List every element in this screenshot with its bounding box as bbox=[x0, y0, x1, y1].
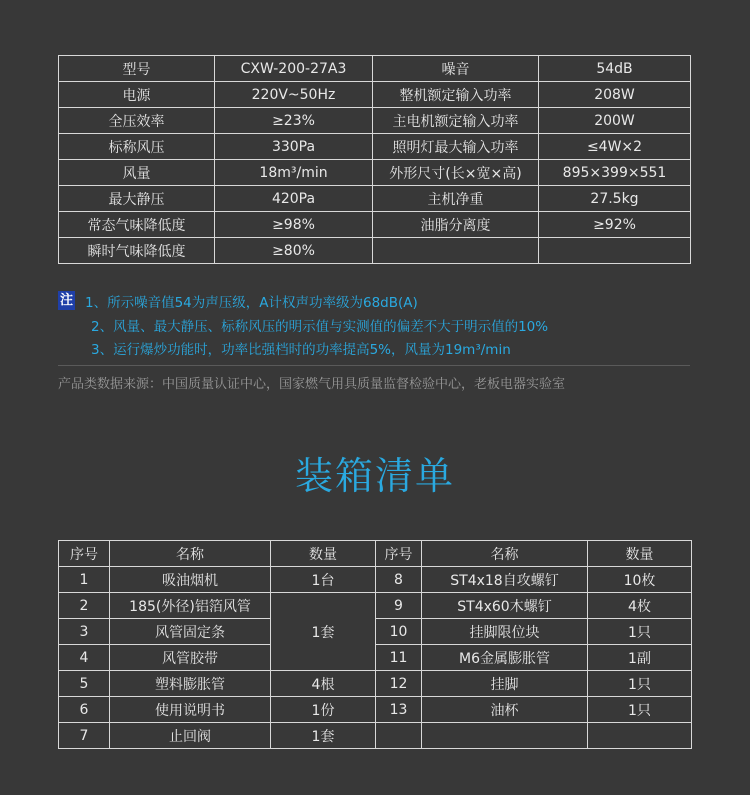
packing-list-table bbox=[58, 540, 692, 749]
note-line-3: 3、运行爆炒功能时，功率比强档时的功率提高5%，风量为19m³/min bbox=[91, 342, 511, 358]
note-tag: 注 bbox=[59, 293, 73, 308]
item-quantity: 1份 bbox=[271, 697, 376, 723]
spec-value: 54dB bbox=[539, 56, 691, 82]
divider bbox=[58, 365, 690, 366]
item-name: 挂脚 bbox=[422, 671, 588, 697]
item-quantity: 1台 bbox=[271, 567, 376, 593]
spec-label: 型号 bbox=[59, 56, 215, 82]
item-name: 185(外径)铝箔风管 bbox=[110, 593, 271, 619]
spec-label: 整机额定输入功率 bbox=[373, 82, 539, 108]
item-number: 5 bbox=[59, 671, 110, 697]
item-quantity: 4根 bbox=[271, 671, 376, 697]
spec-value: 420Pa bbox=[215, 186, 373, 212]
spec-value: 220V~50Hz bbox=[215, 82, 373, 108]
spec-label: 瞬时气味降低度 bbox=[59, 238, 215, 264]
table-row bbox=[59, 593, 692, 619]
item-number: 8 bbox=[376, 567, 422, 593]
item-quantity: 1套 bbox=[271, 593, 376, 671]
item-quantity: 1只 bbox=[588, 619, 692, 645]
item-number: 13 bbox=[376, 697, 422, 723]
column-header: 序号 bbox=[376, 541, 422, 567]
spec-value bbox=[539, 238, 691, 264]
spec-value: 208W bbox=[539, 82, 691, 108]
column-header: 名称 bbox=[110, 541, 271, 567]
table-row bbox=[59, 645, 692, 671]
item-quantity: 1只 bbox=[588, 671, 692, 697]
item-name: 吸油烟机 bbox=[110, 567, 271, 593]
spec-row bbox=[59, 238, 691, 264]
column-header: 数量 bbox=[271, 541, 376, 567]
item-number: 2 bbox=[59, 593, 110, 619]
item-number: 11 bbox=[376, 645, 422, 671]
item-number: 10 bbox=[376, 619, 422, 645]
table-row bbox=[59, 619, 692, 645]
spec-label: 最大静压 bbox=[59, 186, 215, 212]
spec-value: 18m³/min bbox=[215, 160, 373, 186]
empty-cell bbox=[376, 723, 422, 749]
spec-label: 常态气味降低度 bbox=[59, 212, 215, 238]
spec-row bbox=[59, 160, 691, 186]
spec-label bbox=[373, 238, 539, 264]
table-row bbox=[59, 697, 692, 723]
item-name: 挂脚限位块 bbox=[422, 619, 588, 645]
spec-row bbox=[59, 134, 691, 160]
table-row bbox=[59, 671, 692, 697]
item-number: 6 bbox=[59, 697, 110, 723]
spec-value: 27.5kg bbox=[539, 186, 691, 212]
spec-label: 电源 bbox=[59, 82, 215, 108]
spec-label: 噪音 bbox=[373, 56, 539, 82]
spec-label: 全压效率 bbox=[59, 108, 215, 134]
spec-table bbox=[58, 55, 691, 264]
spec-value: ≤4W×2 bbox=[539, 134, 691, 160]
packing-list-title: 装箱清单 bbox=[294, 454, 455, 498]
item-name: 塑料膨胀管 bbox=[110, 671, 271, 697]
column-header: 数量 bbox=[588, 541, 692, 567]
spec-label: 风量 bbox=[59, 160, 215, 186]
spec-value: ≥80% bbox=[215, 238, 373, 264]
item-quantity: 1套 bbox=[271, 723, 376, 749]
table-row bbox=[59, 567, 692, 593]
item-name: 使用说明书 bbox=[110, 697, 271, 723]
item-quantity: 1副 bbox=[588, 645, 692, 671]
spec-value: ≥98% bbox=[215, 212, 373, 238]
item-number: 1 bbox=[59, 567, 110, 593]
spec-row bbox=[59, 56, 691, 82]
empty-cell bbox=[422, 723, 588, 749]
item-name: 油杯 bbox=[422, 697, 588, 723]
spec-row bbox=[59, 108, 691, 134]
spec-label: 主电机额定输入功率 bbox=[373, 108, 539, 134]
item-number: 3 bbox=[59, 619, 110, 645]
item-number: 12 bbox=[376, 671, 422, 697]
item-quantity: 4枚 bbox=[588, 593, 692, 619]
spec-label: 标称风压 bbox=[59, 134, 215, 160]
item-name: 风管固定条 bbox=[110, 619, 271, 645]
item-number: 7 bbox=[59, 723, 110, 749]
column-header: 名称 bbox=[422, 541, 588, 567]
spec-value: 200W bbox=[539, 108, 691, 134]
item-number: 9 bbox=[376, 593, 422, 619]
spec-row bbox=[59, 212, 691, 238]
note-line-1: 1、所示噪音值54为声压级，A计权声功率级为68dB(A) bbox=[85, 295, 418, 311]
item-quantity: 10枚 bbox=[588, 567, 692, 593]
spec-row bbox=[59, 82, 691, 108]
spec-row bbox=[59, 186, 691, 212]
item-name: 止回阀 bbox=[110, 723, 271, 749]
item-name: ST4x60木螺钉 bbox=[422, 593, 588, 619]
spec-value: ≥92% bbox=[539, 212, 691, 238]
table-row bbox=[59, 723, 692, 749]
item-number: 4 bbox=[59, 645, 110, 671]
spec-label: 油脂分离度 bbox=[373, 212, 539, 238]
spec-value: 895×399×551 bbox=[539, 160, 691, 186]
column-header: 序号 bbox=[59, 541, 110, 567]
spec-label: 照明灯最大输入功率 bbox=[373, 134, 539, 160]
data-source-text: 产品类数据来源：中国质量认证中心，国家燃气用具质量监督检验中心，老板电器实验室 bbox=[58, 377, 566, 392]
packing-header-row bbox=[59, 541, 692, 567]
spec-value: CXW-200-27A3 bbox=[215, 56, 373, 82]
item-quantity: 1只 bbox=[588, 697, 692, 723]
item-name: ST4x18自攻螺钉 bbox=[422, 567, 588, 593]
spec-value: 330Pa bbox=[215, 134, 373, 160]
item-name: 风管胶带 bbox=[110, 645, 271, 671]
spec-value: ≥23% bbox=[215, 108, 373, 134]
spec-label: 主机净重 bbox=[373, 186, 539, 212]
item-name: M6金属膨胀管 bbox=[422, 645, 588, 671]
empty-cell bbox=[588, 723, 692, 749]
note-line-2: 2、风量、最大静压、标称风压的明示值与实测值的偏差不大于明示值的10% bbox=[91, 319, 549, 335]
spec-label: 外形尺寸(长×宽×高) bbox=[373, 160, 539, 186]
